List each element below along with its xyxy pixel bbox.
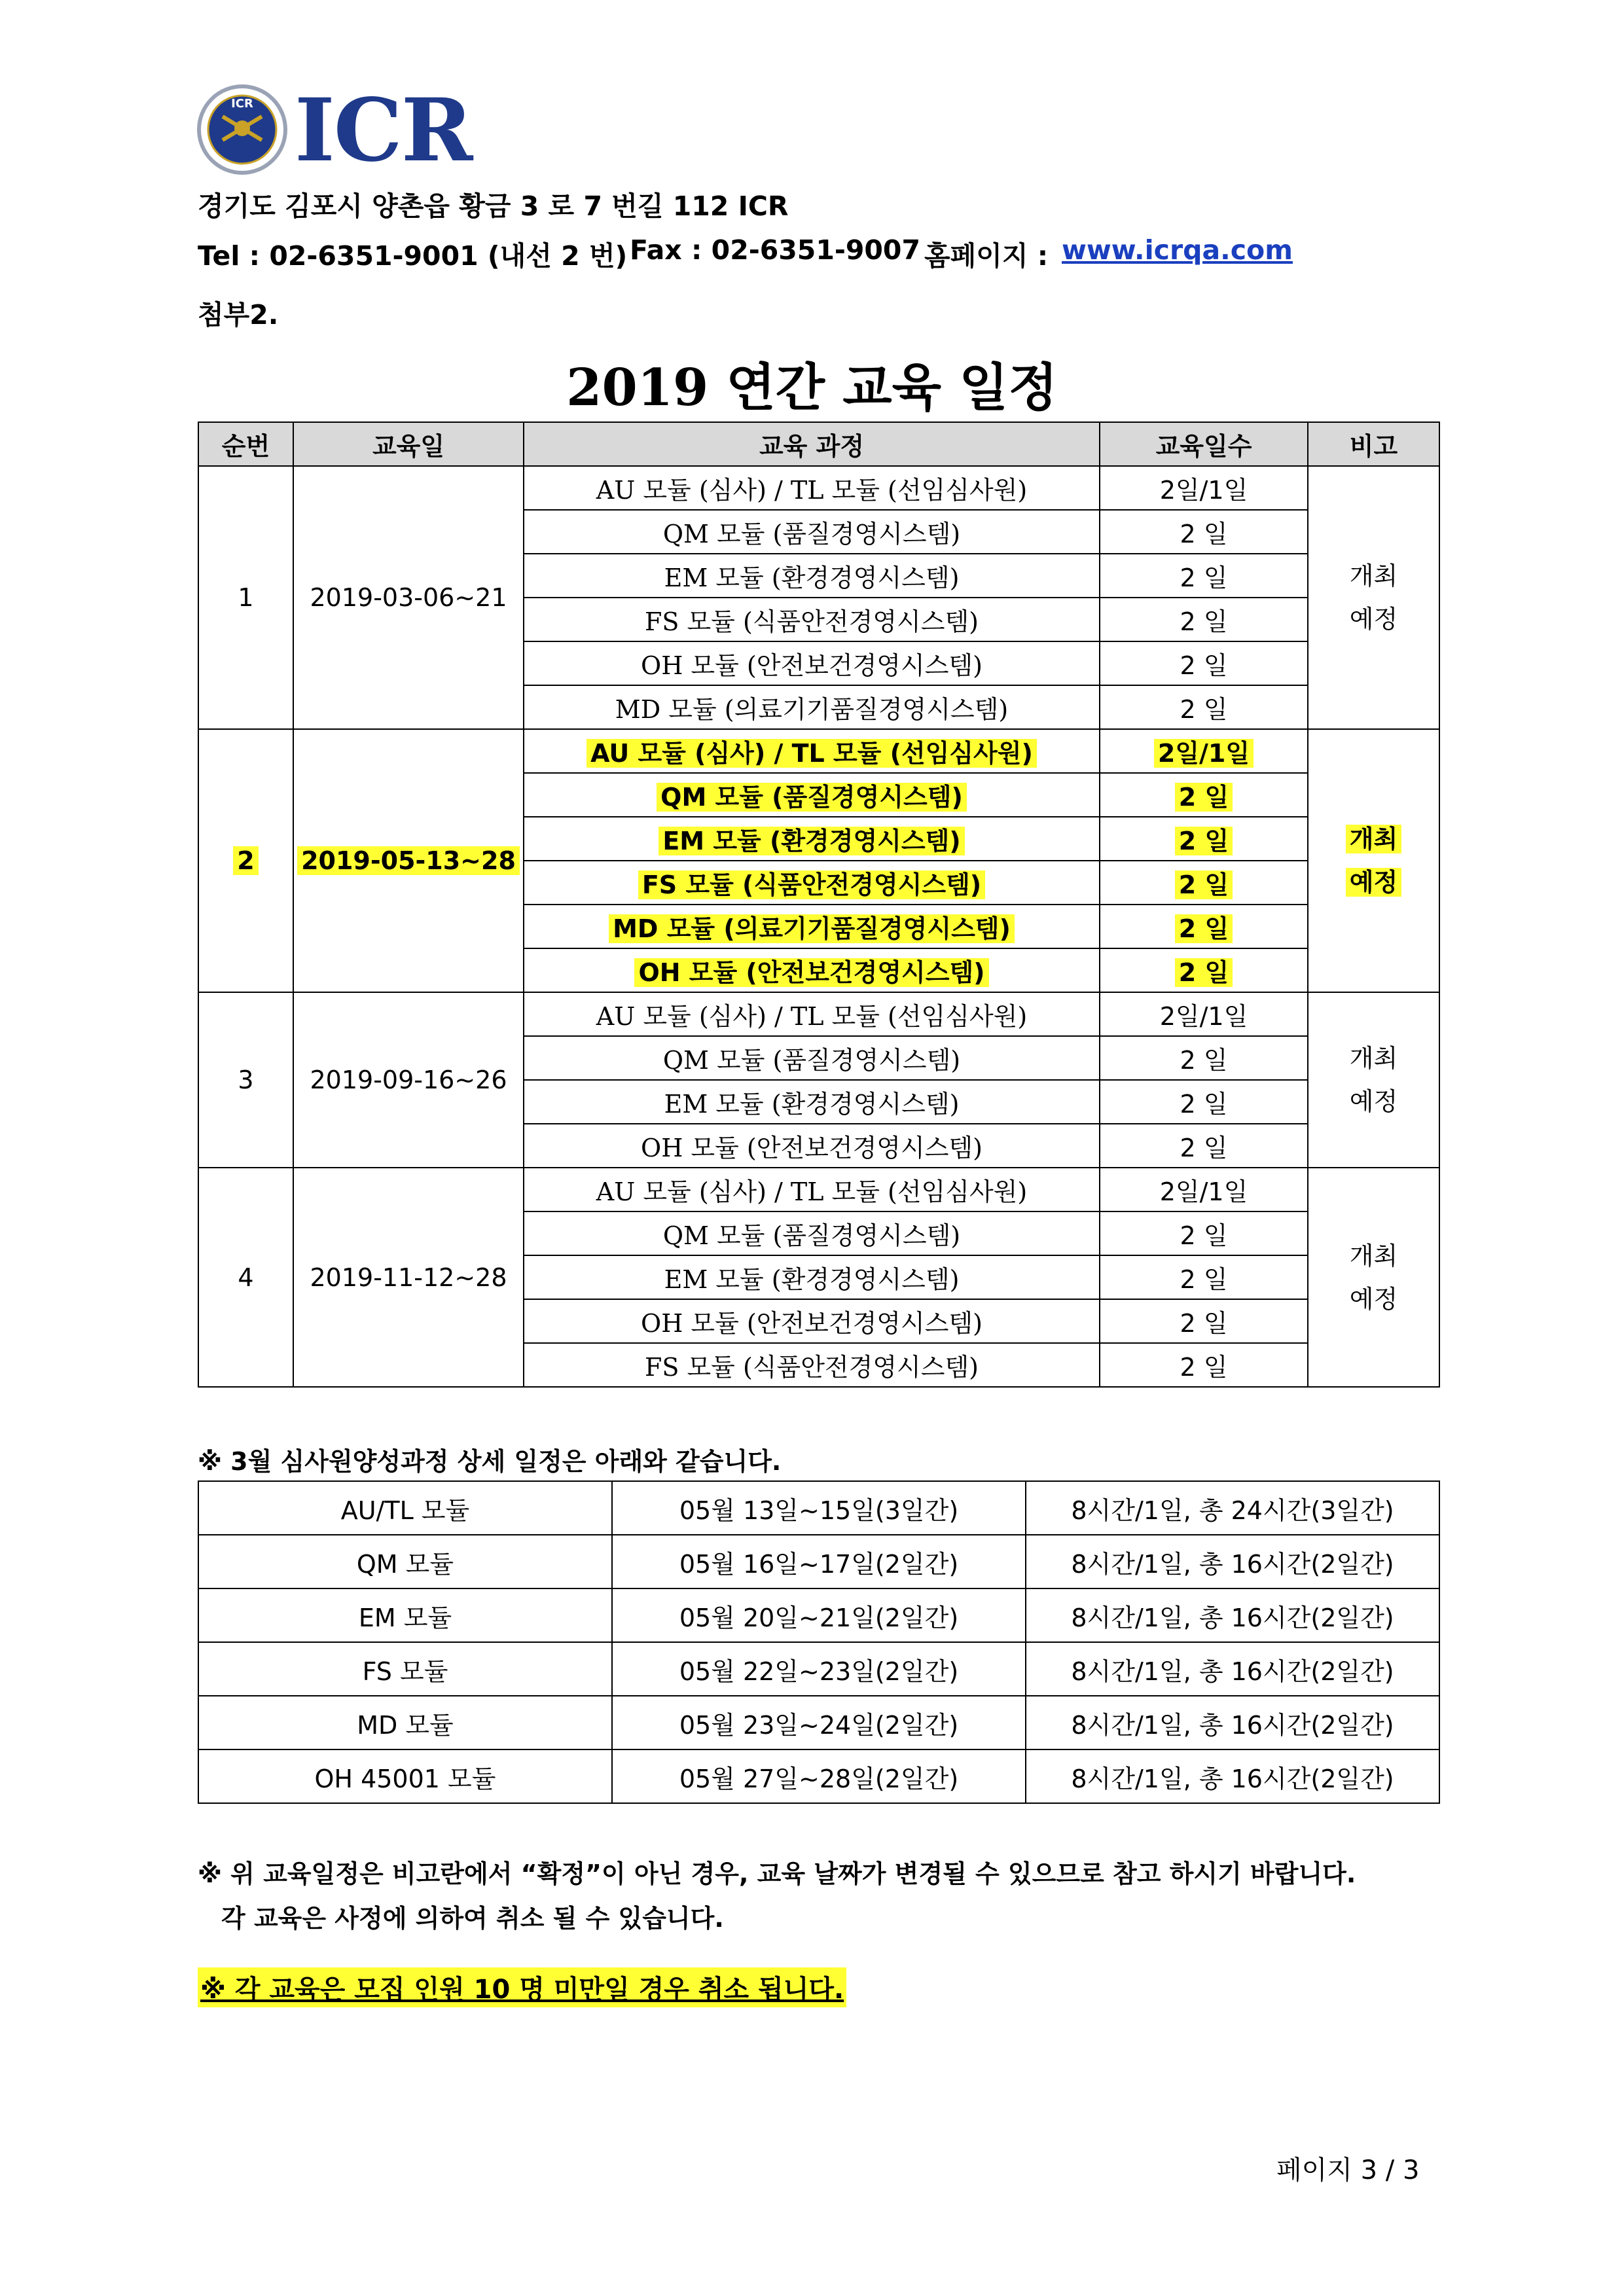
remarks-text: 개최 (1346, 825, 1401, 853)
education-date (293, 992, 524, 1168)
detail-hours: 8시간/1일, 총 24시간(3일간) (1026, 1481, 1439, 1535)
col-header: 교육일 (293, 422, 524, 466)
detail-period: 05월 13일~15일(3일간) (612, 1481, 1026, 1535)
course-name (524, 510, 1100, 554)
course-name (524, 641, 1100, 685)
course-days-text: 2일/1일 (1159, 476, 1248, 505)
course-days-text: 2 일 (1175, 958, 1233, 987)
table-row (198, 1168, 1439, 1211)
course-days (1100, 1211, 1308, 1255)
course-name (524, 598, 1100, 641)
course-days-text: 2일/1일 (1159, 1002, 1248, 1031)
course-name-text: FS 모듈 (식품안전경영시스템) (645, 607, 979, 636)
course-name-text: QM 모듈 (품질경영시스템) (657, 783, 967, 812)
course-name-text: EM 모듈 (환경경영시스템) (664, 1265, 960, 1294)
remarks-text: 예정 (1346, 868, 1401, 897)
course-name (524, 861, 1100, 905)
course-days-text: 2 일 (1175, 914, 1233, 943)
course-name-text: EM 모듈 (환경경영시스템) (659, 827, 964, 855)
course-days (1100, 729, 1308, 773)
course-days-text: 2 일 (1180, 651, 1228, 680)
schedule-change-note: ※ 위 교육일정은 비고란에서 “확정”이 아닌 경우, 교육 날짜가 변경될 수 있으므로 참고 하시기 바랍니다. (198, 1859, 1356, 1888)
detail-period: 05월 22일~23일(2일간) (612, 1642, 1026, 1696)
remarks-text: 예정 (1349, 1284, 1398, 1314)
course-name-text: QM 모듈 (품질경영시스템) (662, 1046, 961, 1075)
course-days-text: 2 일 (1175, 827, 1233, 855)
page-title: 2019 연간 교육 일정 (566, 358, 1058, 418)
remarks-text: 예정 (1349, 1087, 1398, 1116)
course-days (1100, 1080, 1308, 1124)
fax-number: Fax : 02-6351-9007 (630, 234, 920, 266)
col-header: 교육 과정 (524, 422, 1100, 466)
course-days (1100, 641, 1308, 685)
table-row (198, 1481, 1439, 1535)
course-name-text: OH 모듈 (안전보건경영시스템) (641, 1134, 983, 1162)
course-name (524, 1168, 1100, 1211)
cancellation-note: 각 교육은 사정에 의하여 취소 될 수 있습니다. (221, 1904, 724, 1933)
course-days-text: 2 일 (1180, 1046, 1228, 1075)
table-row (198, 1535, 1439, 1588)
course-name (524, 1124, 1100, 1168)
minimum-enrollment-note: ※ 각 교육은 모집 인원 10 명 미만일 경우 취소 됩니다. (198, 1967, 846, 2007)
detail-period: 05월 16일~17일(2일간) (612, 1535, 1026, 1588)
course-days-text: 2 일 (1180, 1134, 1228, 1162)
homepage-link[interactable]: www.icrqa.com (1062, 234, 1293, 266)
course-days-text: 2 일 (1180, 1221, 1228, 1250)
tel-number: Tel : 02-6351-9001 (내선 2 번) (198, 240, 628, 272)
detail-hours: 8시간/1일, 총 16시간(2일간) (1026, 1535, 1439, 1588)
table-row (198, 466, 1439, 510)
course-name-text: EM 모듈 (환경경영시스템) (664, 564, 960, 592)
row-number-text: 3 (238, 1066, 254, 1094)
detail-body (198, 1481, 1439, 1803)
course-days-text: 2 일 (1180, 695, 1228, 724)
remarks (1308, 992, 1439, 1168)
course-days-text: 2 일 (1175, 870, 1233, 899)
course-name-text: OH 모듈 (안전보건경영시스템) (641, 1309, 983, 1338)
course-days (1100, 948, 1308, 992)
course-days-text: 2 일 (1180, 607, 1228, 636)
row-number (198, 992, 293, 1168)
course-days (1100, 510, 1308, 554)
course-name-text: MD 모듈 (의료기기품질경영시스템) (615, 695, 1009, 724)
detail-hours: 8시간/1일, 총 16시간(2일간) (1026, 1696, 1439, 1749)
icr-logo (196, 80, 472, 181)
row-number-text: 4 (238, 1263, 254, 1292)
course-days-text: 2 일 (1180, 1090, 1228, 1119)
education-date (293, 466, 524, 729)
detail-hours: 8시간/1일, 총 16시간(2일간) (1026, 1588, 1439, 1642)
course-days (1100, 1124, 1308, 1168)
education-date (293, 1168, 524, 1387)
detail-table (198, 1480, 1440, 1804)
remarks (1308, 729, 1439, 992)
course-name (524, 1343, 1100, 1387)
table-row (198, 1588, 1439, 1642)
course-name (524, 466, 1100, 510)
course-name-text: EM 모듈 (환경경영시스템) (664, 1090, 960, 1119)
table-row (198, 1749, 1439, 1803)
detail-hours: 8시간/1일, 총 16시간(2일간) (1026, 1642, 1439, 1696)
table-row (198, 1642, 1439, 1696)
row-number (198, 729, 293, 992)
education-date (293, 729, 524, 992)
course-name-text: QM 모듈 (품질경영시스템) (662, 520, 961, 548)
detail-module: QM 모듈 (198, 1535, 612, 1588)
row-number-text: 2 (233, 846, 258, 875)
course-days-text: 2 일 (1180, 520, 1228, 548)
course-days-text: 2 일 (1175, 783, 1233, 812)
course-days (1100, 817, 1308, 861)
course-name (524, 992, 1100, 1036)
detail-module: AU/TL 모듈 (198, 1481, 612, 1535)
course-name-text: FS 모듈 (식품안전경영시스템) (645, 1353, 979, 1382)
col-header: 교육일수 (1100, 422, 1308, 466)
course-days-text: 2일/1일 (1154, 739, 1254, 768)
course-name-text: AU 모듈 (심사) / TL 모듈 (선임심사원) (596, 1002, 1028, 1031)
course-name-text: AU 모듈 (심사) / TL 모듈 (선임심사원) (596, 1177, 1028, 1206)
course-name (524, 773, 1100, 817)
detail-period: 05월 20일~21일(2일간) (612, 1588, 1026, 1642)
row-number (198, 466, 293, 729)
course-name-text: AU 모듈 (심사) / TL 모듈 (선임심사원) (586, 739, 1037, 768)
course-days (1100, 1255, 1308, 1299)
remarks-text: 개최 (1349, 562, 1398, 590)
course-name (524, 1036, 1100, 1080)
education-date-text: 2019-03-06~21 (310, 583, 507, 612)
course-days-text: 2 일 (1180, 1309, 1228, 1338)
col-header: 순번 (198, 422, 293, 466)
course-name-text: QM 모듈 (품질경영시스템) (662, 1221, 961, 1250)
remarks-text: 예정 (1349, 605, 1398, 634)
course-name (524, 948, 1100, 992)
course-name (524, 554, 1100, 598)
course-name (524, 1299, 1100, 1343)
detail-period: 05월 23일~24일(2일간) (612, 1696, 1026, 1749)
course-days (1100, 685, 1308, 729)
detail-hours: 8시간/1일, 총 16시간(2일간) (1026, 1749, 1439, 1803)
detail-module: MD 모듈 (198, 1696, 612, 1749)
homepage-label: 홈페이지 : (924, 240, 1049, 272)
course-days (1100, 598, 1308, 641)
detail-module: EM 모듈 (198, 1588, 612, 1642)
svg-text:ICR: ICR (231, 97, 253, 111)
remarks-text: 개최 (1349, 1241, 1398, 1270)
course-days (1100, 1036, 1308, 1080)
detail-note: ※ 3월 심사원양성과정 상세 일정은 아래와 같습니다. (198, 1447, 782, 1476)
course-name (524, 1080, 1100, 1124)
course-name (524, 685, 1100, 729)
remarks-text: 개최 (1349, 1044, 1398, 1073)
attachment-label: 첨부2. (198, 299, 279, 331)
course-days (1100, 1299, 1308, 1343)
table-row (198, 729, 1439, 773)
detail-period: 05월 27일~28일(2일간) (612, 1749, 1026, 1803)
course-name-text: AU 모듈 (심사) / TL 모듈 (선임심사원) (596, 476, 1028, 505)
course-days (1100, 992, 1308, 1036)
course-days-text: 2 일 (1180, 564, 1228, 592)
course-name-text: OH 모듈 (안전보건경영시스템) (641, 651, 983, 680)
table-row (198, 1696, 1439, 1749)
detail-module: OH 45001 모듈 (198, 1749, 612, 1803)
course-days (1100, 905, 1308, 948)
course-name (524, 905, 1100, 948)
page-number: 페이지 3 / 3 (1276, 2155, 1420, 2185)
course-name (524, 729, 1100, 773)
schedule-table (198, 422, 1440, 1388)
remarks (1308, 466, 1439, 729)
course-days-text: 2 일 (1180, 1353, 1228, 1382)
course-days (1100, 466, 1308, 510)
course-days-text: 2 일 (1180, 1265, 1228, 1294)
table-row (198, 992, 1439, 1036)
course-days (1100, 773, 1308, 817)
course-name-text: MD 모듈 (의료기기품질경영시스템) (609, 914, 1015, 943)
course-name (524, 817, 1100, 861)
logo-text: ICR (295, 80, 472, 181)
course-days (1100, 1343, 1308, 1387)
row-number (198, 1168, 293, 1387)
schedule-body (198, 466, 1439, 1387)
row-number-text: 1 (238, 583, 254, 612)
course-name-text: FS 모듈 (식품안전경영시스템) (638, 870, 985, 899)
course-days (1100, 1168, 1308, 1211)
course-name (524, 1211, 1100, 1255)
education-date-text: 2019-11-12~28 (310, 1263, 507, 1292)
col-header: 비고 (1308, 422, 1439, 466)
company-address: 경기도 김포시 양촌읍 황금 3 로 7 번길 112 ICR (198, 190, 789, 222)
education-date-text: 2019-09-16~26 (310, 1066, 507, 1094)
icr-seal-icon (196, 84, 288, 175)
course-name-text: OH 모듈 (안전보건경영시스템) (634, 958, 988, 987)
education-date-text: 2019-05-13~28 (297, 846, 520, 875)
course-days-text: 2일/1일 (1159, 1177, 1248, 1206)
remarks (1308, 1168, 1439, 1387)
schedule-header-row (198, 422, 1439, 466)
course-days (1100, 554, 1308, 598)
detail-module: FS 모듈 (198, 1642, 612, 1696)
course-days (1100, 861, 1308, 905)
course-name (524, 1255, 1100, 1299)
